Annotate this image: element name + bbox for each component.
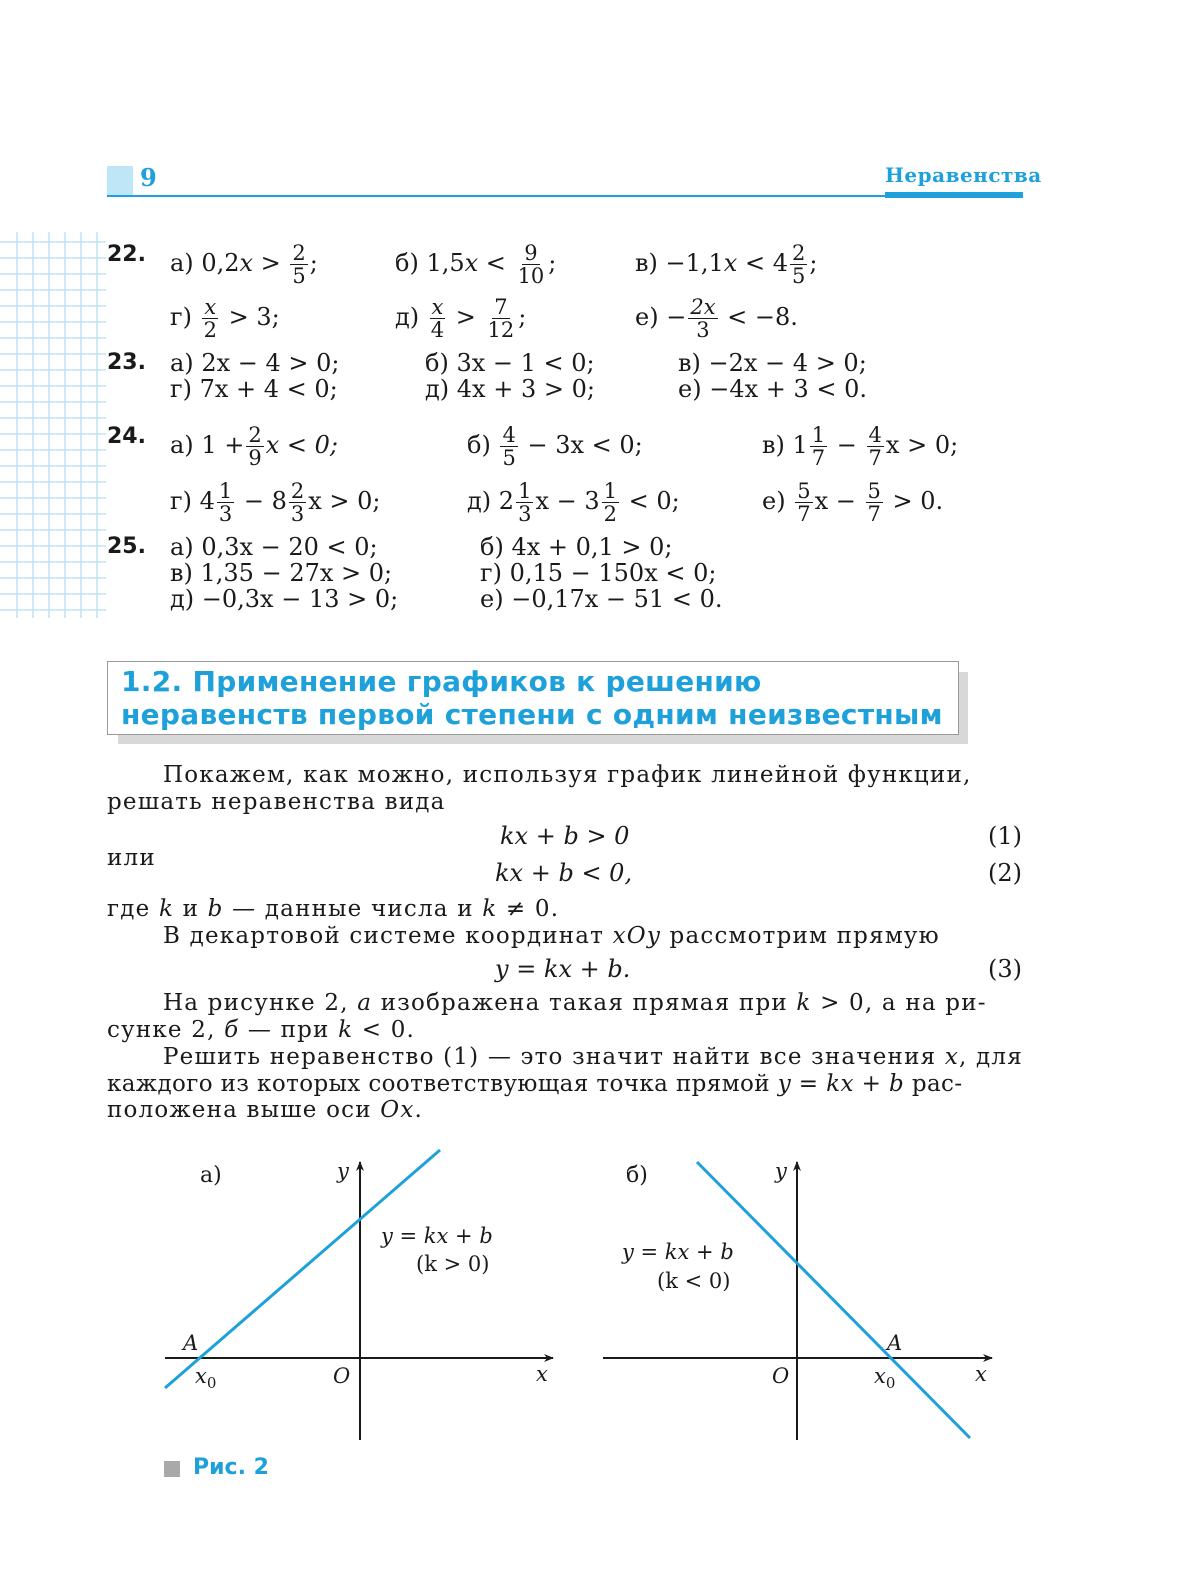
exercise-item: г) 4 $\frac{1}{3}$ − 8 $\frac{2}{3}$ x > 0; — [170, 479, 381, 526]
exercise-item: в) 1,35 − 27x > 0; — [170, 559, 393, 587]
paragraph-line: решать неравенства вида — [107, 789, 446, 815]
paragraph-line: Покажем, как можно, используя график линейной функции, — [163, 762, 972, 788]
exercise-item: в) −1,1x < 4 $\frac{2}{5}$ ; — [635, 241, 818, 288]
page-number: 9 — [140, 163, 157, 192]
equation-1: kx + b > 0 — [500, 822, 630, 850]
section-heading-line1: 1.2. Применение графиков к решению — [121, 665, 762, 698]
paragraph-line: На рисунке 2, а изображена такая прямая при k > 0, а на ри- — [163, 990, 987, 1016]
exercise-item: а) 0,2x > $\frac{2}{5}$ ; — [170, 241, 318, 288]
exercise-item: д) 2 $\frac{1}{3}$ x − 3 $\frac{1}{2}$ < 0; — [467, 479, 680, 526]
exercise-item: г) 7x + 4 < 0; — [170, 375, 338, 403]
panel-b-root: $x_0$ — [874, 1364, 896, 1392]
panel-a — [165, 1150, 553, 1440]
panel-a-equation: y = kx + b — [381, 1224, 493, 1248]
panel-a-point: A — [183, 1331, 199, 1355]
exercise-item: е) −0,17x − 51 < 0. — [480, 585, 723, 613]
panel-a-condition: (k > 0) — [416, 1252, 490, 1276]
panel-b-x-label: x — [975, 1362, 987, 1386]
paragraph-line: где k и b — данные числа и k ≠ 0. — [107, 896, 560, 922]
exercise-item: б) 1,5x < $\frac{9}{10}$ ; — [395, 241, 557, 288]
paragraph-line: В декартовой системе координат xOy рассмотрим прямую — [163, 923, 940, 949]
exercise-item: а) 2x − 4 > 0; — [170, 349, 340, 377]
equation-number-3: (3) — [988, 955, 1022, 983]
paragraph-line: каждого из которых соответствующая точка прямой y = kx + b рас- — [107, 1071, 963, 1097]
equation-number-1: (1) — [988, 822, 1022, 850]
exercise-item: в) 1 $\frac{1}{7}$ − $\frac{4}{7}$ x > 0; — [762, 423, 959, 470]
exercise-item: в) −2x − 4 > 0; — [678, 349, 867, 377]
equation-3: y = kx + b. — [495, 955, 631, 983]
exercise-item: е) − $\frac{2x}{3}$ < −8. — [635, 295, 798, 342]
exercise-number: 23. — [107, 350, 146, 375]
equation-number-2: (2) — [988, 859, 1022, 887]
paragraph-line: сунке 2, б — при k < 0. — [107, 1017, 416, 1043]
exercise-item: г) $\frac{x}{2}$ > 3; — [170, 295, 280, 342]
section-heading-line2: неравенств первой степени с одним неизвестным — [121, 698, 943, 731]
panel-a-x-label: x — [536, 1362, 548, 1386]
panel-b-point: A — [887, 1331, 903, 1355]
exercise-item: а) 1 + $\frac{2}{9}$ x < 0; — [170, 423, 338, 470]
panel-b-y-label: y — [775, 1159, 787, 1183]
panel-a-y-label: y — [337, 1159, 349, 1183]
caption-square-icon — [164, 1461, 180, 1477]
equation-2: kx + b < 0, — [495, 859, 633, 887]
exercise-item: б) 3x − 1 < 0; — [425, 349, 595, 377]
exercise-number: 25. — [107, 534, 146, 559]
exercise-item: д) −0,3x − 13 > 0; — [170, 585, 399, 613]
paragraph-line: или — [107, 845, 156, 871]
panel-a-root: $x_0$ — [195, 1364, 217, 1392]
exercise-item: б) 4x + 0,1 > 0; — [480, 533, 673, 561]
figure-caption: Рис. 2 — [193, 1455, 269, 1480]
panel-b-origin: O — [772, 1364, 790, 1388]
exercise-item: е) −4x + 3 < 0. — [678, 375, 868, 403]
panel-a-label: а) — [200, 1163, 222, 1188]
panel-b-equation: y = kx + b — [622, 1240, 734, 1264]
paragraph-line: Решить неравенство (1) — это значит найти все значения x, для — [163, 1044, 1023, 1070]
exercise-item: е) $\frac{5}{7}$ x − $\frac{5}{7}$ > 0. — [762, 479, 944, 526]
paragraph-line: положена выше оси Ox. — [107, 1097, 424, 1123]
panel-b-label: б) — [626, 1163, 648, 1188]
exercise-item: а) 0,3x − 20 < 0; — [170, 533, 378, 561]
exercise-number: 22. — [107, 242, 146, 267]
panel-b-line — [697, 1162, 970, 1438]
exercise-item: г) 0,15 − 150x < 0; — [480, 559, 717, 587]
chapter-title: Неравенства — [885, 163, 1042, 187]
panel-b-condition: (k < 0) — [657, 1269, 731, 1293]
panel-b — [603, 1159, 992, 1440]
exercise-item: б) $\frac{4}{5}$ − 3x < 0; — [467, 423, 643, 470]
exercise-item: д) 4x + 3 > 0; — [425, 375, 595, 403]
exercise-item: д) $\frac{x}{4}$ > $\frac{7}{12}$ ; — [395, 295, 527, 342]
panel-a-origin: O — [333, 1364, 351, 1388]
exercise-number: 24. — [107, 424, 146, 449]
